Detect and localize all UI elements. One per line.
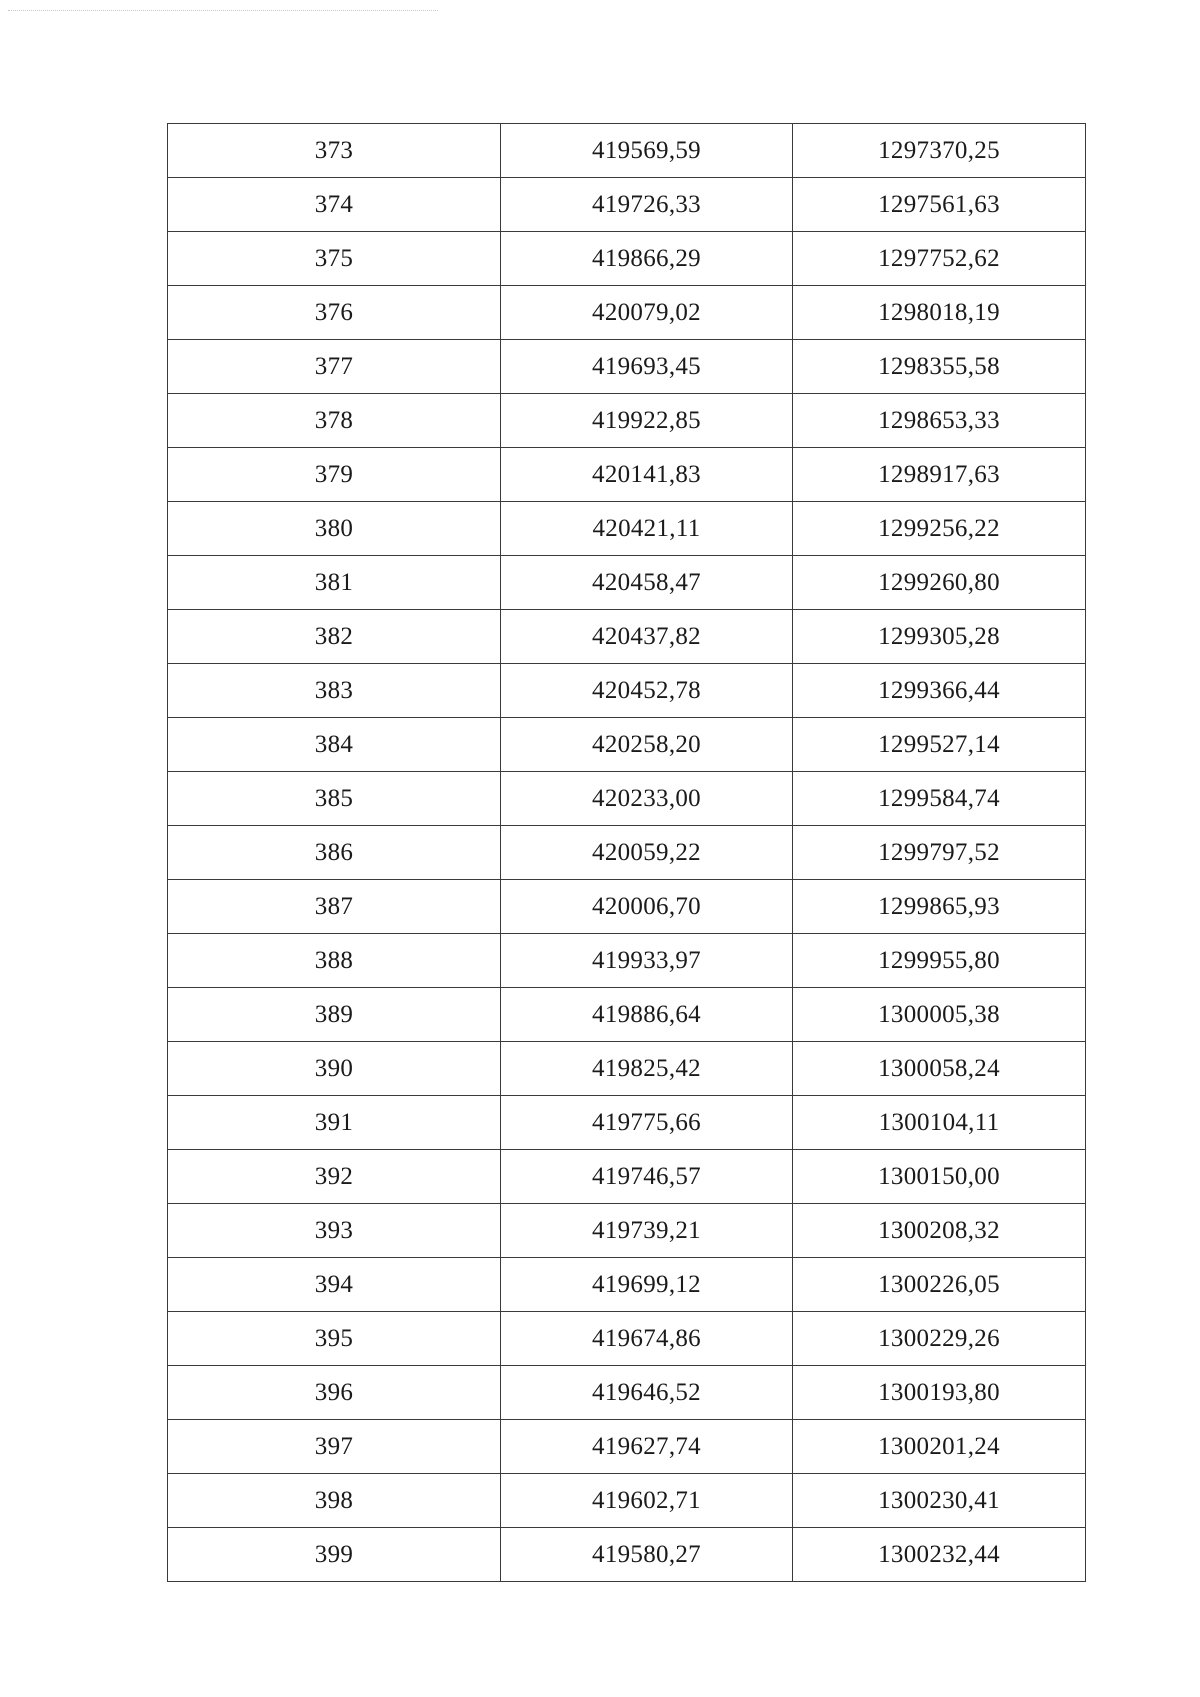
table-row: [168, 556, 1086, 610]
x-coordinate-cell: 420059,22: [501, 826, 793, 880]
x-coordinate-cell: 419866,29: [501, 232, 793, 286]
x-coordinate-cell: 419746,57: [501, 1150, 793, 1204]
y-coordinate-cell: 1300232,44: [793, 1528, 1086, 1582]
y-coordinate-cell: 1298917,63: [793, 448, 1086, 502]
point-number-cell: 383: [168, 664, 501, 718]
y-coordinate-cell: 1299256,22: [793, 502, 1086, 556]
x-coordinate-cell: 420258,20: [501, 718, 793, 772]
table-row: [168, 880, 1086, 934]
table-row: [168, 1420, 1086, 1474]
x-coordinate-cell: 420421,11: [501, 502, 793, 556]
y-coordinate-cell: 1300201,24: [793, 1420, 1086, 1474]
table-row: [168, 610, 1086, 664]
y-coordinate-cell: 1300058,24: [793, 1042, 1086, 1096]
table-row: [168, 394, 1086, 448]
table-row: [168, 772, 1086, 826]
x-coordinate-cell: 419825,42: [501, 1042, 793, 1096]
point-number-cell: 386: [168, 826, 501, 880]
coordinate-table-body: [168, 124, 1086, 1582]
x-coordinate-cell: 420006,70: [501, 880, 793, 934]
x-coordinate-cell: 420437,82: [501, 610, 793, 664]
table-row: [168, 1096, 1086, 1150]
table-row: [168, 934, 1086, 988]
y-coordinate-cell: 1299366,44: [793, 664, 1086, 718]
y-coordinate-cell: 1298653,33: [793, 394, 1086, 448]
x-coordinate-cell: 420452,78: [501, 664, 793, 718]
table-row: [168, 664, 1086, 718]
x-coordinate-cell: 419646,52: [501, 1366, 793, 1420]
point-number-cell: 379: [168, 448, 501, 502]
point-number-cell: 381: [168, 556, 501, 610]
table-row: [168, 340, 1086, 394]
point-number-cell: 373: [168, 124, 501, 178]
y-coordinate-cell: 1300005,38: [793, 988, 1086, 1042]
x-coordinate-cell: 420141,83: [501, 448, 793, 502]
point-number-cell: 399: [168, 1528, 501, 1582]
coordinate-table: [167, 123, 1086, 1582]
point-number-cell: 393: [168, 1204, 501, 1258]
table-row: [168, 1042, 1086, 1096]
y-coordinate-cell: 1299527,14: [793, 718, 1086, 772]
table-row: [168, 1528, 1086, 1582]
x-coordinate-cell: 419693,45: [501, 340, 793, 394]
point-number-cell: 384: [168, 718, 501, 772]
point-number-cell: 378: [168, 394, 501, 448]
table-row: [168, 1474, 1086, 1528]
point-number-cell: 396: [168, 1366, 501, 1420]
point-number-cell: 385: [168, 772, 501, 826]
table-row: [168, 1150, 1086, 1204]
point-number-cell: 377: [168, 340, 501, 394]
x-coordinate-cell: 419726,33: [501, 178, 793, 232]
y-coordinate-cell: 1299865,93: [793, 880, 1086, 934]
point-number-cell: 392: [168, 1150, 501, 1204]
table-row: [168, 718, 1086, 772]
point-number-cell: 395: [168, 1312, 501, 1366]
y-coordinate-cell: 1299584,74: [793, 772, 1086, 826]
x-coordinate-cell: 419569,59: [501, 124, 793, 178]
table-row: [168, 502, 1086, 556]
x-coordinate-cell: 419775,66: [501, 1096, 793, 1150]
y-coordinate-cell: 1298355,58: [793, 340, 1086, 394]
x-coordinate-cell: 419602,71: [501, 1474, 793, 1528]
table-row: [168, 232, 1086, 286]
table-row: [168, 988, 1086, 1042]
x-coordinate-cell: 419627,74: [501, 1420, 793, 1474]
table-row: [168, 1204, 1086, 1258]
x-coordinate-cell: 419933,97: [501, 934, 793, 988]
table-row: [168, 178, 1086, 232]
x-coordinate-cell: 419699,12: [501, 1258, 793, 1312]
table-row: [168, 124, 1086, 178]
point-number-cell: 390: [168, 1042, 501, 1096]
x-coordinate-cell: 419674,86: [501, 1312, 793, 1366]
y-coordinate-cell: 1299797,52: [793, 826, 1086, 880]
point-number-cell: 387: [168, 880, 501, 934]
x-coordinate-cell: 420079,02: [501, 286, 793, 340]
table-row: [168, 286, 1086, 340]
point-number-cell: 382: [168, 610, 501, 664]
point-number-cell: 388: [168, 934, 501, 988]
x-coordinate-cell: 419739,21: [501, 1204, 793, 1258]
y-coordinate-cell: 1298018,19: [793, 286, 1086, 340]
table-row: [168, 448, 1086, 502]
x-coordinate-cell: 419580,27: [501, 1528, 793, 1582]
y-coordinate-cell: 1300229,26: [793, 1312, 1086, 1366]
y-coordinate-cell: 1297370,25: [793, 124, 1086, 178]
table-row: [168, 1258, 1086, 1312]
x-coordinate-cell: 419886,64: [501, 988, 793, 1042]
point-number-cell: 397: [168, 1420, 501, 1474]
y-coordinate-cell: 1300150,00: [793, 1150, 1086, 1204]
x-coordinate-cell: 420458,47: [501, 556, 793, 610]
y-coordinate-cell: 1297752,62: [793, 232, 1086, 286]
y-coordinate-cell: 1300104,11: [793, 1096, 1086, 1150]
point-number-cell: 374: [168, 178, 501, 232]
scan-artifact-line: [8, 10, 438, 11]
y-coordinate-cell: 1300193,80: [793, 1366, 1086, 1420]
point-number-cell: 394: [168, 1258, 501, 1312]
y-coordinate-cell: 1297561,63: [793, 178, 1086, 232]
y-coordinate-cell: 1299260,80: [793, 556, 1086, 610]
y-coordinate-cell: 1300226,05: [793, 1258, 1086, 1312]
y-coordinate-cell: 1300230,41: [793, 1474, 1086, 1528]
point-number-cell: 375: [168, 232, 501, 286]
point-number-cell: 389: [168, 988, 501, 1042]
point-number-cell: 398: [168, 1474, 501, 1528]
table-row: [168, 1366, 1086, 1420]
point-number-cell: 391: [168, 1096, 501, 1150]
table-row: [168, 1312, 1086, 1366]
table-row: [168, 826, 1086, 880]
y-coordinate-cell: 1300208,32: [793, 1204, 1086, 1258]
point-number-cell: 380: [168, 502, 501, 556]
y-coordinate-cell: 1299305,28: [793, 610, 1086, 664]
y-coordinate-cell: 1299955,80: [793, 934, 1086, 988]
x-coordinate-cell: 420233,00: [501, 772, 793, 826]
x-coordinate-cell: 419922,85: [501, 394, 793, 448]
point-number-cell: 376: [168, 286, 501, 340]
